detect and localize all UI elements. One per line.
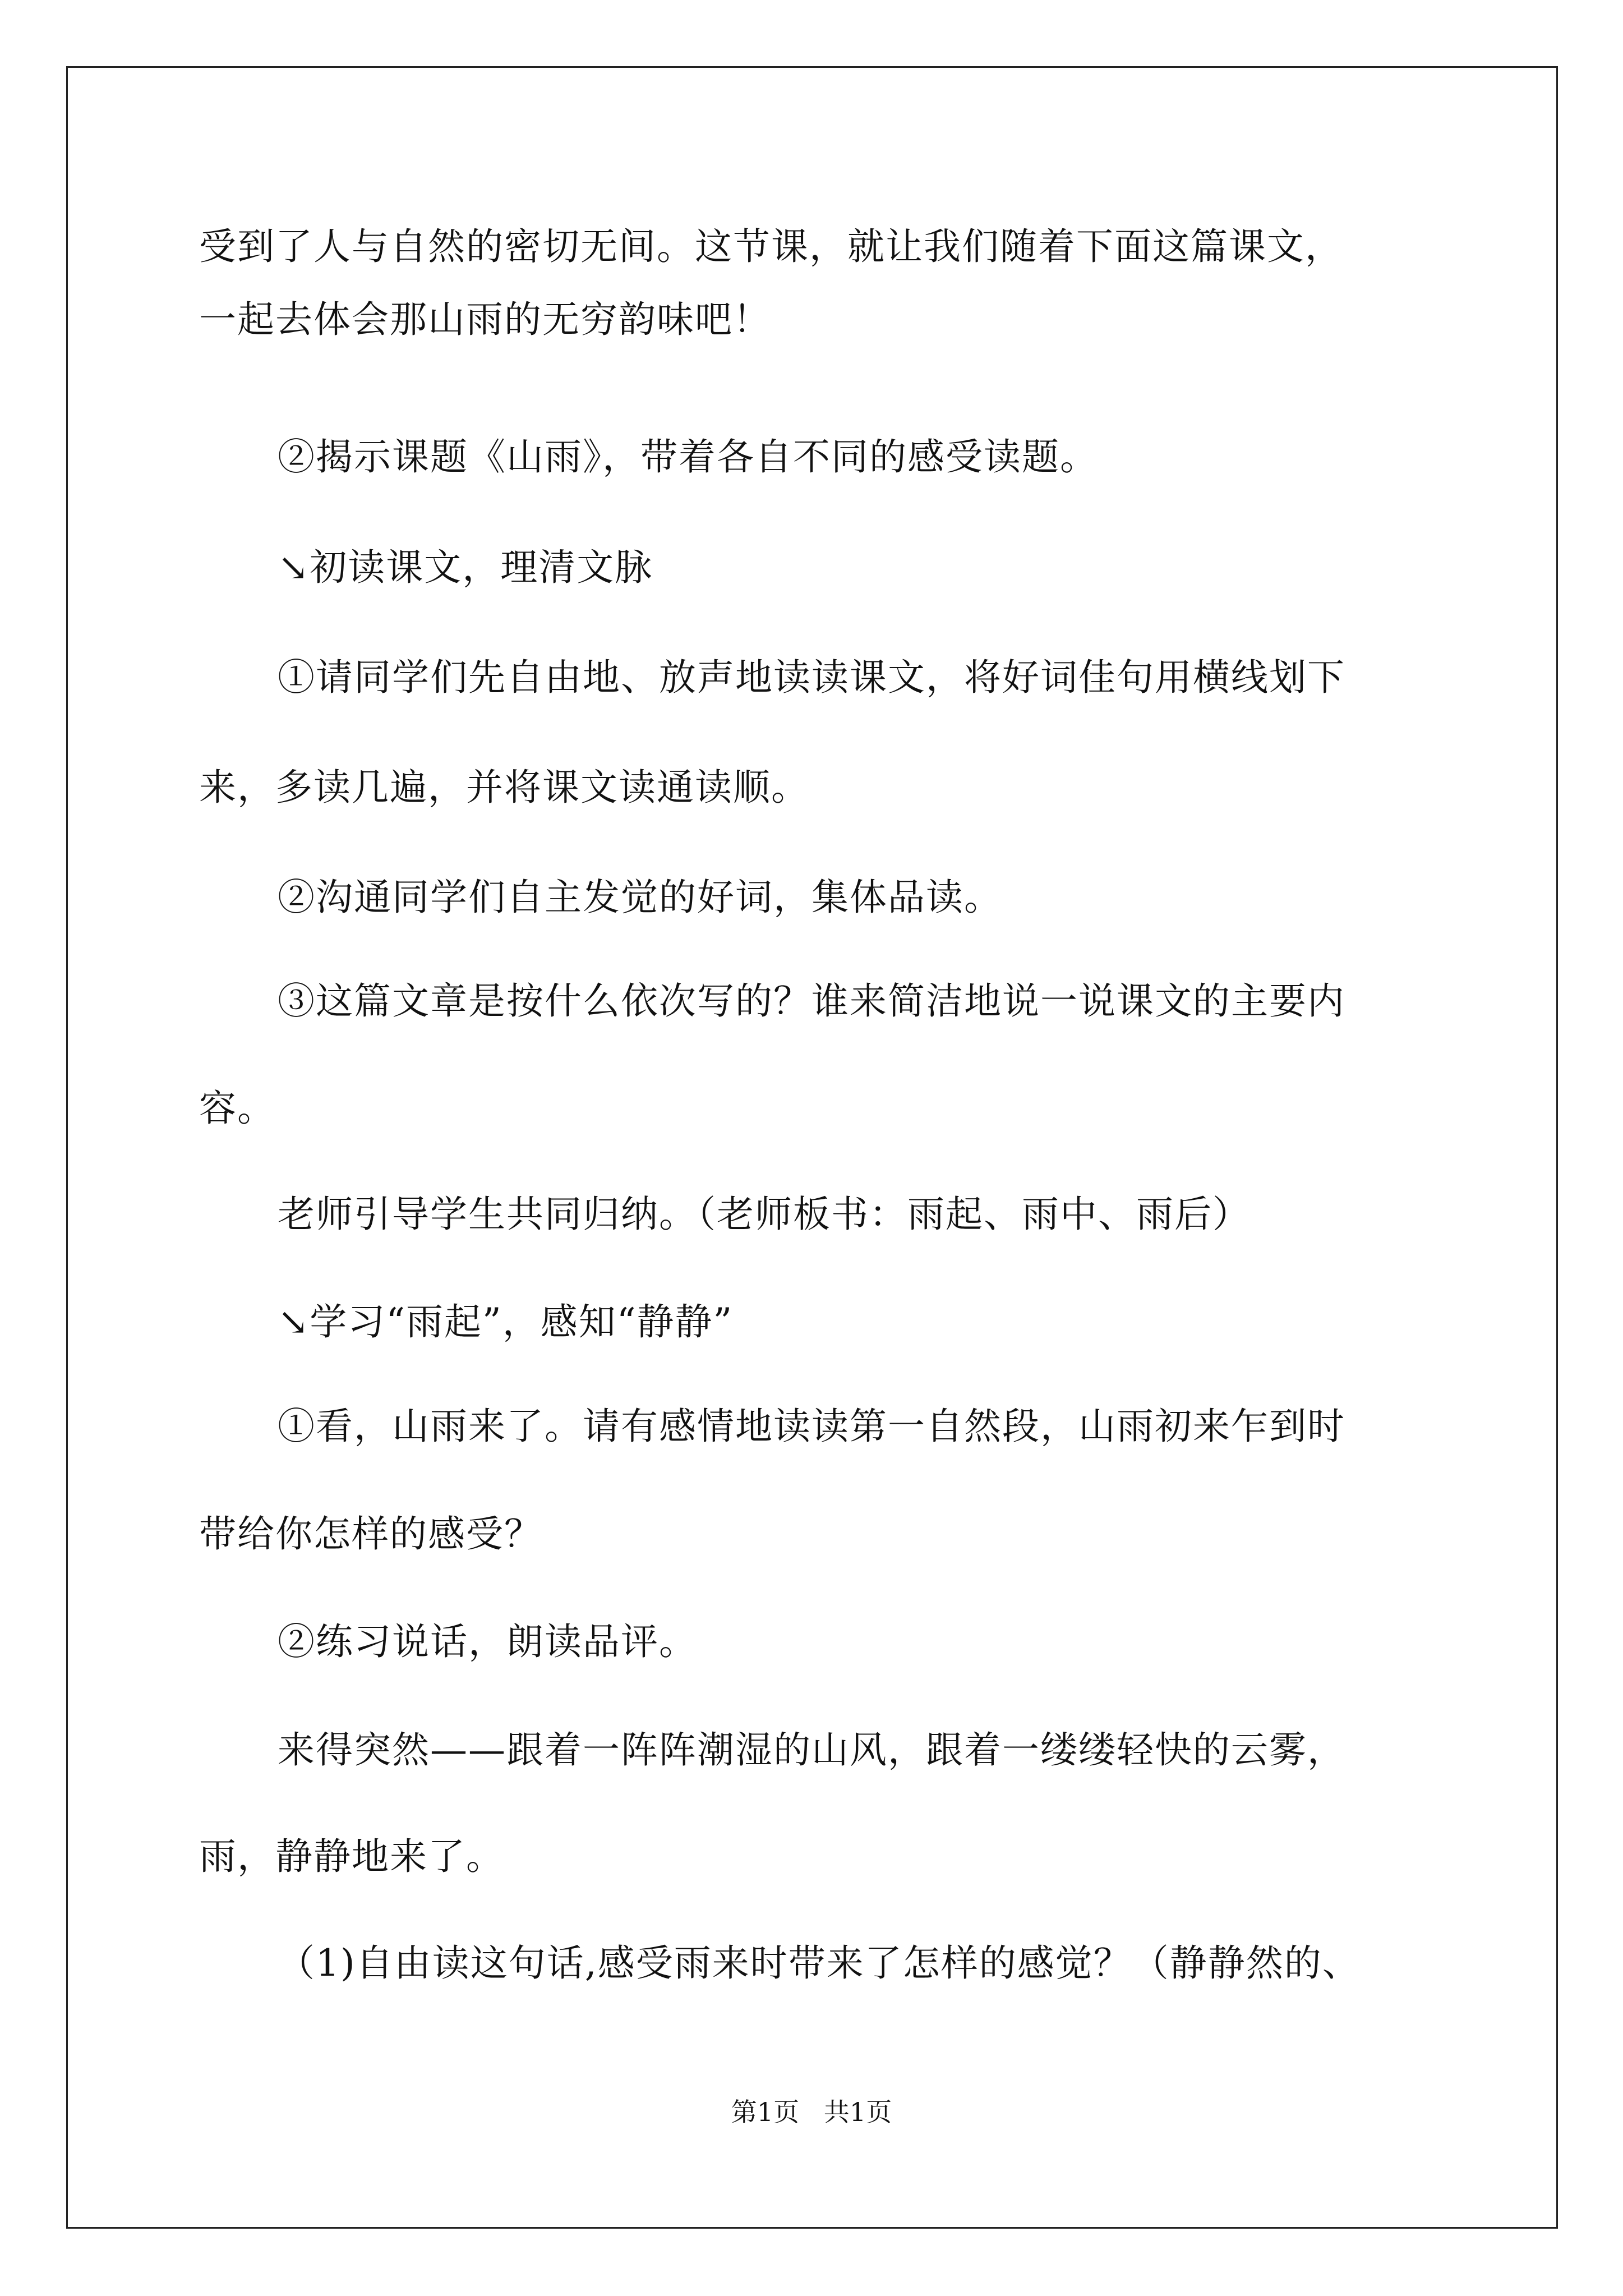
text-line-11: ↘学习“雨起”，感知“静静” (278, 1300, 734, 1343)
text-line-6: 来，多读几遍，并将课文读通读顺。 (199, 766, 809, 809)
text-line-8: ③这篇文章是按什么依次写的？谁来简洁地说一说课文的主要内 (278, 979, 1345, 1023)
text-line-12: ①看，山雨来了。请有感情地读读第一自然段，山雨初来乍到时 (278, 1405, 1345, 1448)
text-line-16: 雨，静静地来了。 (199, 1835, 504, 1878)
text-line-5: ①请同学们先自由地、放声地读读课文，将好词佳句用横线划下 (278, 656, 1345, 699)
text-line-9: 容。 (199, 1087, 275, 1130)
text-line-14: ②练习说话，朗读品评。 (278, 1620, 697, 1663)
text-line-7: ②沟通同学们自主发觉的好词，集体品读。 (278, 876, 1002, 919)
page-border (66, 66, 1558, 2229)
text-line-2: 一起去体会那山雨的无穷韵味吧！ (199, 298, 771, 341)
text-line-10: 老师引导学生共同归纳。（老师板书：雨起、雨中、雨后） (278, 1193, 1251, 1236)
text-line-3: ②揭示课题《山雨》，带着各自不同的感受读题。 (278, 435, 1098, 478)
text-line-13: 带给你怎样的感受？ (199, 1512, 542, 1556)
text-line-15: 来得突然——跟着一阵阵潮湿的山风，跟着一缕缕轻快的云雾， (278, 1728, 1345, 1772)
text-line-17: （1)自由读这句话,感受雨来时带来了怎样的感觉？（静静然的、 (278, 1941, 1361, 1985)
page-footer: 第1页 共1页 (731, 2097, 892, 2127)
text-line-1: 受到了人与自然的密切无间。这节课，就让我们随着下面这篇课文， (199, 225, 1343, 268)
text-line-4: ↘初读课文，理清文脉 (278, 546, 653, 589)
